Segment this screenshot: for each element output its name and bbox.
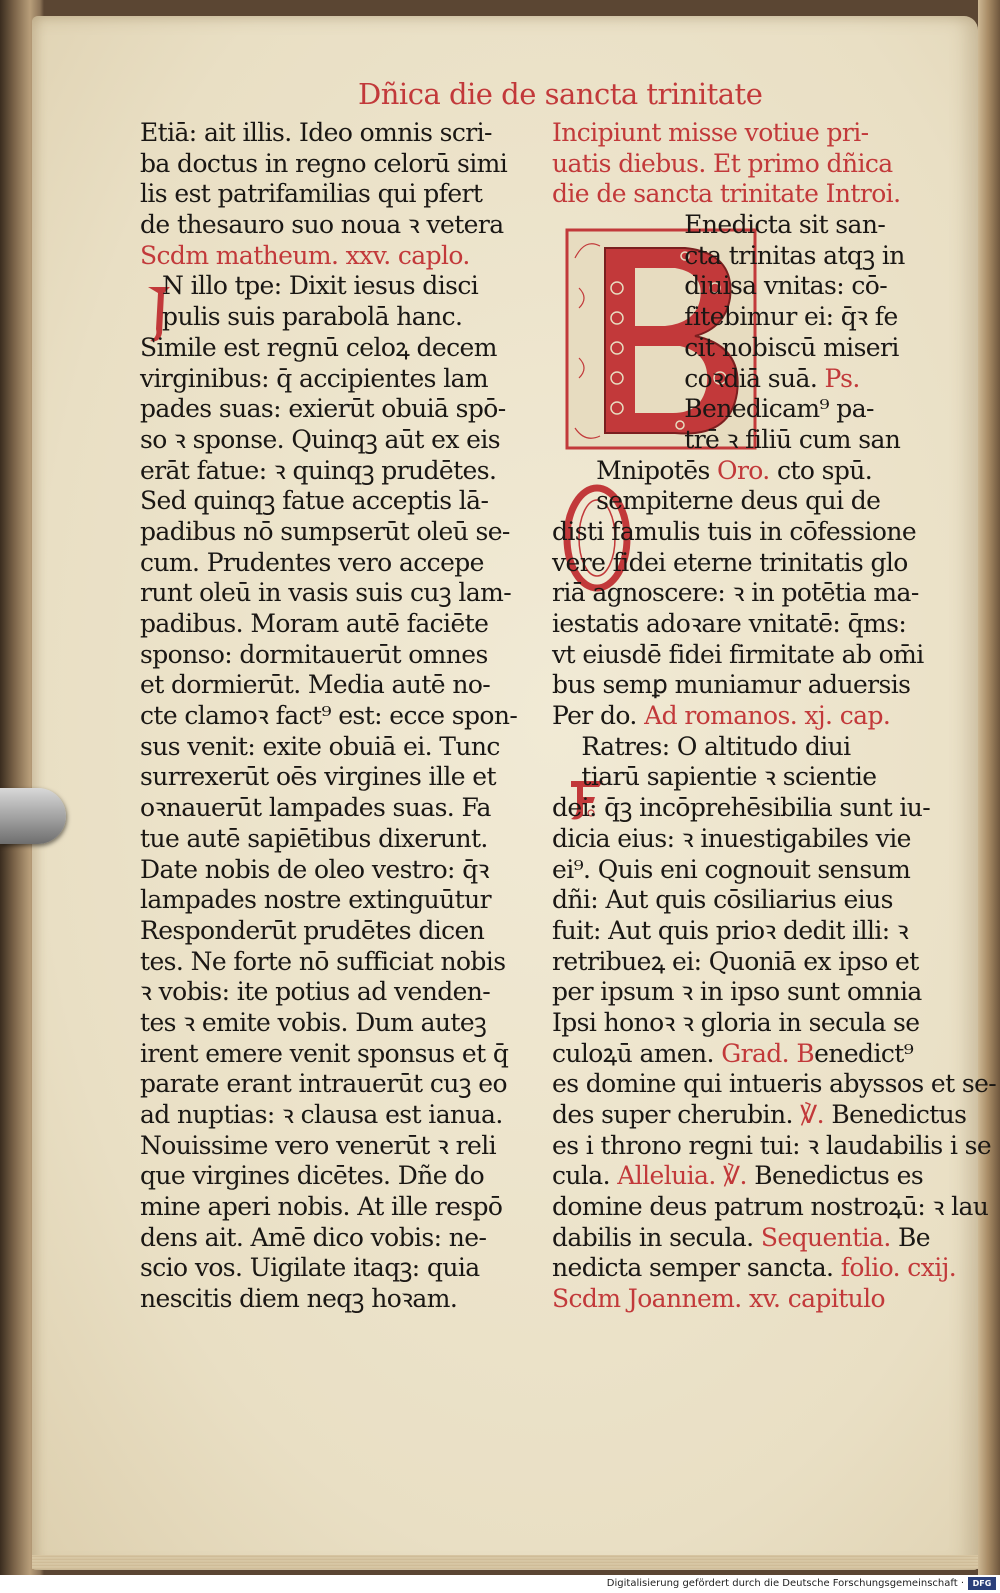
left-column-line bbox=[140, 149, 540, 180]
running-head: Dñica die de sancta trinitate bbox=[358, 77, 763, 111]
line-text: sus venit: exite obuiā ei. Tunc bbox=[140, 731, 500, 761]
right-column-line bbox=[552, 118, 952, 149]
left-column-line bbox=[140, 394, 540, 425]
line-text: Responderūt prudētes dicen bbox=[140, 915, 485, 945]
rubric-text: folio. cxij. bbox=[833, 1253, 957, 1283]
left-column-line bbox=[140, 548, 540, 579]
left-column-line bbox=[140, 1284, 540, 1315]
line-text: Date nobis de oleo vestro: q̄ꝛ bbox=[140, 854, 489, 884]
left-column-line bbox=[140, 855, 540, 886]
page-clip bbox=[0, 788, 66, 844]
line-text: pulis suis parabolā hanc. bbox=[140, 302, 463, 332]
line-text-suffix: Be bbox=[890, 1222, 930, 1252]
right-column-line bbox=[552, 1192, 989, 1223]
left-column-line bbox=[140, 456, 540, 487]
line-text: mine aperi nobis. At ille respō bbox=[140, 1192, 503, 1222]
left-column-line bbox=[140, 1039, 540, 1070]
line-text: domine deus patrum nostroꝝū: ꝛ lau bbox=[552, 1192, 989, 1222]
right-column-line bbox=[552, 701, 952, 732]
line-text: coꝛdiā suā. bbox=[552, 363, 818, 393]
dfg-logo: DFG bbox=[968, 1577, 996, 1590]
line-text: Ipsi honoꝛ ꝛ gloria in secula se bbox=[552, 1007, 920, 1037]
right-column-line bbox=[552, 1161, 952, 1192]
line-text: surrexerūt oēs virgines ille et bbox=[140, 762, 496, 792]
line-text: uatis diebus. Et primo dñica bbox=[552, 148, 893, 178]
line-text: iestatis adoꝛare vnitatē: q̄ms: bbox=[552, 609, 907, 638]
line-text: die de sancta trinitate Introi. bbox=[552, 179, 901, 209]
footer-credit: Digitalisierung gefördert durch die Deutsche Forschungsgemeinschaft · bbox=[606, 1578, 964, 1589]
line-text-suffix: Benedictus bbox=[824, 1100, 967, 1129]
right-column-line bbox=[552, 1100, 967, 1131]
left-column-line bbox=[140, 670, 540, 701]
left-column-line bbox=[140, 517, 540, 548]
line-text: ad nuptias: ꝛ clausa est ianua. bbox=[140, 1100, 503, 1129]
line-text: Per do. bbox=[552, 701, 637, 731]
line-text: dens ait. Amē dico vobis: ne- bbox=[140, 1222, 487, 1252]
book-right-edge bbox=[978, 0, 1000, 1593]
line-text: padibus nō sumpserūt oleū se- bbox=[140, 516, 510, 546]
line-text: nescitis diem neqꝫ hoꝛam. bbox=[140, 1284, 458, 1314]
line-text: Nouissime vero venerūt ꝛ reli bbox=[140, 1130, 496, 1160]
left-column-line bbox=[140, 732, 540, 763]
right-column-line bbox=[552, 271, 952, 302]
line-text: dicia eius: ꝛ inuestigabiles vie bbox=[552, 823, 911, 853]
right-column-line bbox=[552, 149, 952, 180]
line-text: vere fidei eterne trinitatis glo bbox=[552, 547, 908, 577]
line-text: ba doctus in regno celorū simi bbox=[140, 148, 508, 178]
right-column-line bbox=[552, 609, 952, 640]
left-column-line bbox=[140, 701, 540, 732]
right-column-line bbox=[552, 793, 952, 824]
line-text: tes ꝛ emite vobis. Dum auteꝫ bbox=[140, 1007, 487, 1037]
right-column-line bbox=[552, 732, 952, 763]
left-column-line bbox=[140, 977, 540, 1008]
line-text: disti famulis tuis in cōfessione bbox=[552, 516, 917, 546]
right-column-line bbox=[552, 762, 952, 793]
line-text: Etiā: ait illis. Ideo omnis scri- bbox=[140, 118, 492, 147]
rubric-text: ℣. bbox=[792, 1100, 825, 1129]
line-text: cta trinitas atqꝫ in bbox=[552, 240, 905, 270]
line-text: dabilis in secula. bbox=[552, 1222, 754, 1252]
right-column-line bbox=[552, 640, 952, 671]
left-column-line bbox=[140, 824, 540, 855]
line-text: runt oleū in vasis suis cuꝫ lam- bbox=[140, 578, 512, 608]
line-text-suffix: cto spū. bbox=[769, 455, 873, 485]
left-column-line bbox=[140, 179, 540, 210]
line-text: Simile est regnū celoꝝ decem bbox=[140, 332, 497, 362]
line-text: trē ꝛ filiū cum san bbox=[552, 424, 901, 454]
left-column-line bbox=[140, 1069, 540, 1100]
left-column-line bbox=[140, 486, 540, 517]
line-text: cit nobiscū miseri bbox=[552, 332, 899, 362]
line-text: so ꝛ sponse. Quinqꝫ aūt ex eis bbox=[140, 424, 501, 454]
right-column-line bbox=[552, 855, 952, 886]
right-column-line bbox=[552, 1039, 952, 1070]
line-text: lampades nostre extinguūtur bbox=[140, 885, 491, 915]
line-text: diuisa vnitas: cō- bbox=[552, 271, 888, 301]
right-column-line bbox=[552, 1130, 992, 1162]
line-text: fitebimur ei: q̄ꝛ fe bbox=[552, 302, 898, 332]
left-column-line bbox=[140, 609, 540, 640]
left-column-line bbox=[140, 1131, 540, 1162]
rubric-text: Oro. bbox=[709, 455, 770, 485]
line-text: Mnipotēs bbox=[552, 455, 710, 485]
left-column-line bbox=[140, 1253, 540, 1284]
line-text: oꝛnauerūt lampades suas. Fa bbox=[140, 793, 491, 823]
rubric-text: Grad. B bbox=[713, 1038, 815, 1068]
rubric-text: Ps. bbox=[817, 363, 860, 393]
line-text: culoꝝū amen. bbox=[552, 1038, 714, 1068]
left-column-line bbox=[140, 333, 540, 364]
line-text: scio vos. Uigilate itaqꝫ: quia bbox=[140, 1253, 480, 1283]
left-column-line bbox=[140, 210, 540, 241]
line-text: cte clamoꝛ fact⁹ est: ecce spon- bbox=[140, 701, 518, 731]
line-text: des super cherubin. bbox=[552, 1100, 793, 1129]
right-column-line bbox=[552, 517, 952, 548]
right-column-line bbox=[552, 394, 952, 425]
line-text: N illo tpe: Dixit iesus disci bbox=[140, 271, 479, 301]
right-column-line bbox=[552, 1253, 957, 1284]
bleed-through-text bbox=[150, 78, 350, 114]
line-text: tiarū sapientie ꝛ scientie bbox=[552, 762, 877, 792]
left-column-line bbox=[140, 947, 540, 978]
right-column-line bbox=[552, 425, 952, 456]
line-text: es domine qui intueris abyssos et se- bbox=[552, 1069, 997, 1099]
line-text: cula. bbox=[552, 1161, 610, 1191]
right-column-line bbox=[552, 548, 952, 579]
line-text: bus semꝑ muniamur aduersis bbox=[552, 670, 911, 700]
rubric-text: Ad romanos. xj. cap. bbox=[636, 701, 891, 731]
left-column-line bbox=[140, 302, 540, 333]
line-text-suffix: enedict⁹ bbox=[814, 1038, 914, 1068]
right-column-line bbox=[552, 1008, 952, 1039]
line-text: fuit: Aut quis prioꝛ dedit illi: ꝛ bbox=[552, 915, 909, 945]
right-column-line bbox=[552, 364, 952, 395]
right-column-line bbox=[552, 947, 952, 978]
right-column-line bbox=[552, 210, 952, 241]
line-text: ꝛ vobis: ite potius ad venden- bbox=[140, 977, 491, 1007]
left-column-line bbox=[140, 425, 540, 456]
left-column bbox=[140, 118, 540, 1315]
footer-bar bbox=[0, 1575, 1000, 1593]
line-text: Enedicta sit san- bbox=[552, 210, 886, 240]
line-text: lis est patrifamilias qui pfert bbox=[140, 179, 483, 209]
left-column-line bbox=[140, 1223, 540, 1254]
page-stack-edge bbox=[32, 1555, 978, 1569]
line-text: irent emere venit sponsus et q̄ bbox=[140, 1038, 509, 1068]
left-column-line bbox=[140, 578, 540, 609]
line-text: Scdm matheum. xxv. caplo. bbox=[140, 240, 470, 270]
right-column-line bbox=[552, 1223, 952, 1254]
line-text: dñi: Aut quis cōsiliarius eius bbox=[552, 885, 893, 915]
left-column-line bbox=[140, 793, 540, 824]
left-column-line bbox=[140, 916, 540, 947]
right-column-line bbox=[552, 916, 952, 947]
left-column-line bbox=[140, 364, 540, 395]
left-column-line bbox=[140, 1161, 540, 1192]
left-column-line bbox=[140, 118, 540, 149]
line-text: parate erant intrauerūt cuꝫ eo bbox=[140, 1069, 507, 1099]
line-text: es i throno regni tui: ꝛ laudabilis i se bbox=[552, 1130, 992, 1160]
line-text: erāt fatue: ꝛ quinqꝫ prudētes. bbox=[140, 455, 497, 485]
rubric-text: Sequentia. bbox=[753, 1222, 891, 1252]
line-text: tes. Ne forte nō sufficiat nobis bbox=[140, 946, 506, 976]
left-column-line bbox=[140, 1192, 540, 1223]
line-text: padibus. Moram autē faciēte bbox=[140, 609, 489, 638]
line-text: per ipsum ꝛ in ipso sunt omnia bbox=[552, 977, 922, 1007]
line-text: Ratres: O altitudo diui bbox=[552, 731, 851, 761]
line-text: cum. Prudentes vero accepe bbox=[140, 547, 484, 577]
line-text: de thesauro suo noua ꝛ vetera bbox=[140, 210, 504, 240]
line-text: Sed quinqꝫ fatue acceptis lā- bbox=[140, 486, 489, 516]
right-column-line bbox=[552, 241, 952, 272]
right-column-line bbox=[552, 977, 952, 1008]
right-column-line bbox=[552, 486, 952, 517]
right-column-line bbox=[552, 179, 952, 210]
left-column-line bbox=[140, 762, 540, 793]
line-text: ei⁹. Quis eni cognouit sensum bbox=[552, 854, 911, 884]
line-text: sponso: dormitauerūt omnes bbox=[140, 639, 488, 669]
right-column-line bbox=[552, 885, 952, 916]
left-column-line bbox=[140, 1100, 540, 1131]
line-text-suffix: Benedictus es bbox=[746, 1161, 924, 1191]
line-text: pades suas: exierūt obuiā spō- bbox=[140, 394, 506, 424]
line-text: retribueꝝ ei: Quoniā ex ipso et bbox=[552, 946, 919, 976]
right-column-line bbox=[552, 824, 952, 855]
left-column-line bbox=[140, 271, 540, 302]
line-text: dei: q̄ꝫ incōprehēsibilia sunt iu- bbox=[552, 793, 931, 823]
line-text: virginibus: q̄ accipientes lam bbox=[140, 363, 489, 393]
line-text: tue autē sapiētibus dixerunt. bbox=[140, 823, 488, 853]
line-text: riā agnoscere: ꝛ in potētia ma- bbox=[552, 578, 919, 608]
line-text: Incipiunt misse votiue pri- bbox=[552, 118, 869, 147]
line-text: sempiterne deus qui de bbox=[552, 486, 881, 516]
line-text: nedicta semper sancta. bbox=[552, 1253, 834, 1283]
right-column-line bbox=[552, 1069, 997, 1100]
right-column-line bbox=[552, 1284, 952, 1315]
line-text: que virgines dicētes. Dñe do bbox=[140, 1161, 485, 1191]
left-column-line bbox=[140, 1008, 540, 1039]
right-column-line bbox=[552, 456, 952, 487]
right-column-line bbox=[552, 333, 952, 364]
right-column-line bbox=[552, 578, 952, 609]
right-column-line bbox=[552, 670, 952, 701]
rubric-text: Alleluia. ℣. bbox=[609, 1161, 747, 1191]
left-column-line bbox=[140, 885, 540, 916]
line-text: Scdm Joannem. xv. capitulo bbox=[552, 1284, 886, 1314]
right-column bbox=[552, 118, 997, 1315]
line-text: et dormierūt. Media autē no- bbox=[140, 670, 491, 700]
left-column-line bbox=[140, 640, 540, 671]
right-column-line bbox=[552, 302, 952, 333]
left-column-line bbox=[140, 241, 540, 272]
line-text: Benedicam⁹ pa- bbox=[552, 394, 874, 424]
line-text: vt eiusdē fidei firmitate ab om̄i bbox=[552, 639, 924, 669]
